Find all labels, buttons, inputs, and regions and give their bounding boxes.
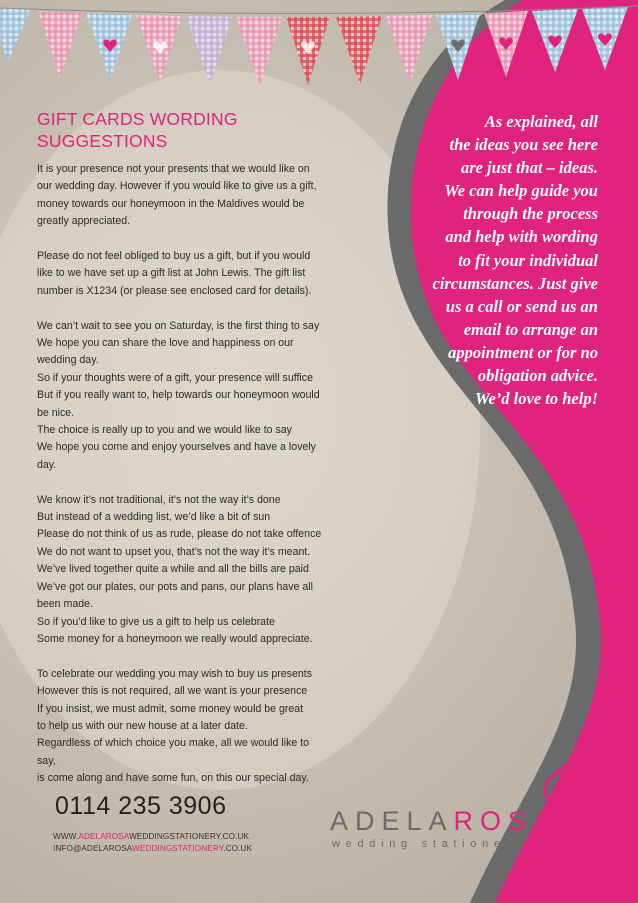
- promo-line: the ideas you see here: [449, 135, 598, 155]
- text-line: say,: [37, 754, 56, 767]
- phone-number[interactable]: 0114 235 3906: [55, 792, 227, 820]
- promo-line: to fit your individual: [458, 250, 598, 270]
- bunting-flag: [186, 16, 232, 84]
- text-line: So if you’d like to give us a gift to help us celebrate: [37, 615, 275, 628]
- bunting-flag: [286, 17, 330, 85]
- text-line: We know it’s not traditional, it’s not the way it’s done: [37, 493, 281, 506]
- text-line: Some money for a honeymoon we really would appreciate.: [37, 632, 313, 645]
- link-part: WEDDINGSTATIONERY: [132, 844, 224, 853]
- bunting-flag: [532, 9, 578, 72]
- bunting-flag: [582, 7, 628, 70]
- title-line: SUGGESTIONS: [37, 131, 168, 151]
- wording-paragraph: [37, 492, 367, 649]
- text-line: But instead of a wedding list, we’d like a bit of sun: [37, 511, 271, 524]
- promo-line: obligation advice.: [477, 366, 598, 386]
- bunting-flag: [336, 16, 382, 84]
- promo-line: We can help guide you: [444, 181, 598, 201]
- logo-name: [330, 806, 558, 837]
- text-line: be nice.: [37, 406, 75, 419]
- link-part: INFO@ADELAROSA: [53, 844, 133, 853]
- text-line: to help us with our new house at a later date.: [37, 719, 248, 732]
- text-line: been made.: [37, 598, 93, 611]
- text-line: So if your thoughts were of a gift, your presence will suffice: [37, 371, 313, 384]
- logo-name-part: ROSA: [453, 806, 559, 836]
- logo-tagline: wedding stationery: [332, 838, 527, 850]
- text-line: day.: [37, 458, 57, 471]
- link-part: .CO.UK: [223, 844, 253, 853]
- promo-line: are just that – ideas.: [460, 158, 598, 178]
- promo-line: and help with wording: [445, 227, 598, 247]
- text-line: We hope you can share the love and happiness on our: [37, 337, 294, 350]
- text-line: greatly appreciated.: [37, 215, 131, 228]
- promo-line: us a call or send us an: [445, 296, 598, 316]
- promo-line: appointment or for no: [448, 342, 598, 362]
- text-line: We do not want to upset you, that’s not the way it’s meant.: [37, 545, 311, 558]
- wording-paragraph: [37, 161, 367, 231]
- text-line: like to we have set up a gift list at John Lewis. The gift list: [37, 267, 306, 280]
- link-part: WEDDINGSTATIONERY.CO.UK: [129, 832, 250, 841]
- text-line: To celebrate our wedding you may wish to buy us presents: [37, 667, 312, 680]
- text-line: We’ve got our plates, our pots and pans, our plans have all: [37, 580, 314, 593]
- text-line: Please do not think of us as rude, please do not take offence: [37, 528, 322, 541]
- text-line: It is your presence not your presents that we would like on: [37, 163, 310, 175]
- promo-line: We’d love to help!: [475, 389, 598, 409]
- promo-line: through the process: [463, 204, 598, 224]
- text-line: We hope you come and enjoy yourselves and have a lovely: [37, 441, 316, 454]
- text-line: However this is not required, all we want is your presence: [37, 685, 308, 698]
- bunting-flag: [136, 15, 182, 82]
- text-line: Please do not feel obliged to buy us a gift, but if you would: [37, 250, 311, 263]
- bunting-flag: [386, 15, 432, 82]
- bunting-flag: [0, 8, 30, 62]
- wording-paragraph: [37, 666, 367, 788]
- logo-name-part: ADELA: [330, 806, 454, 836]
- bunting-flag: [236, 17, 282, 85]
- link-part: WWW.: [53, 832, 79, 841]
- contact-links: [53, 831, 252, 855]
- gift-wording-section: [37, 108, 367, 805]
- link-part: ADELAROSA: [78, 832, 130, 841]
- bunting-flag: [484, 11, 528, 77]
- text-line: The choice is really up to you and we would like to say: [37, 424, 292, 437]
- promo-line: email to arrange an: [463, 319, 598, 339]
- bunting-flag: [436, 13, 480, 80]
- title-line: GIFT CARDS WORDING: [37, 109, 238, 129]
- text-line: But if you really want to, help towards our honeymoon would: [37, 389, 320, 402]
- text-line: If you insist, we must admit, some money would be great: [37, 702, 304, 715]
- promo-line: As explained, all: [484, 112, 598, 131]
- wording-paragraph: [37, 318, 367, 475]
- text-line: Regardless of which choice you make, all we would like to: [37, 737, 310, 750]
- text-line: money towards our honeymoon in the Maldives would be: [37, 197, 305, 210]
- text-line: is come along and have some fun, on this our special day.: [37, 772, 309, 785]
- adelarosa-logo: [326, 760, 596, 860]
- text-line: our wedding day. However if you would like to give us a gift,: [37, 180, 317, 193]
- text-line: wedding day.: [37, 354, 99, 367]
- bunting-flag: [86, 13, 132, 80]
- text-line: We can’t wait to see you on Saturday, is the first thing to say: [37, 319, 320, 332]
- text-line: number is X1234 (or please see enclosed card for details).: [37, 284, 312, 297]
- website-link[interactable]: [53, 831, 252, 843]
- promo-line: circumstances. Just give: [432, 273, 598, 293]
- bunting-flag: [38, 11, 82, 78]
- email-link[interactable]: [53, 843, 252, 855]
- bunting-garland: [0, 0, 638, 95]
- promo-text: [398, 110, 598, 410]
- section-title: [37, 108, 367, 152]
- text-line: We’ve lived together quite a while and all the bills are paid: [37, 563, 309, 576]
- wording-paragraph: [37, 248, 367, 300]
